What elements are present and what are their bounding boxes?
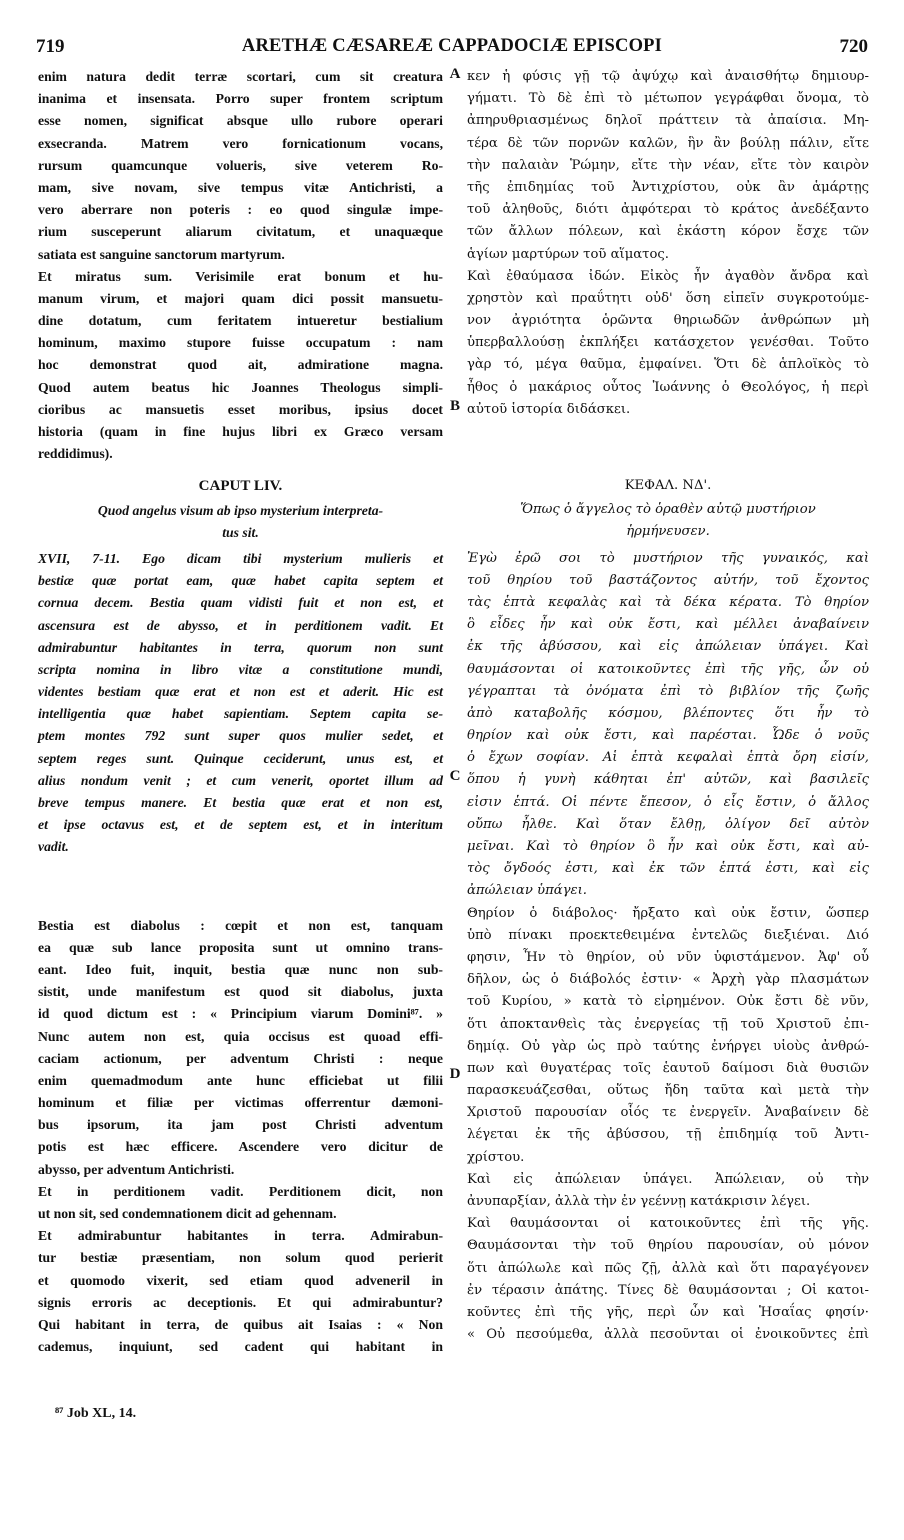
text-line: caciam actionum, per adventum Christi : neque — [38, 1050, 443, 1066]
text-line: Χριστοῦ παρουσίαν οἷός τε ἐνεργεῖν. Ἀναβαίνειν δὲ — [467, 1105, 869, 1121]
greek-commentary — [467, 903, 869, 1347]
text-line: ὅπου ἡ γυνὴ κάθηται ἐπ' αὐτῶν, καὶ βασιλεῖς — [467, 772, 869, 788]
text-line: dine dotatum, cum feritatem intueretur bestialium — [38, 313, 443, 329]
text-line: ἀπηρυθριασμένως δηλοῖ πράττειν τὰ ἀπαίσια. Μη- — [467, 113, 869, 129]
latin-column — [38, 66, 443, 1358]
text-line: esse nomen, significat absque ullo rubore operari — [38, 113, 443, 129]
margin-letter-b: B — [449, 398, 460, 414]
text-line: χρίστου. — [467, 1149, 525, 1165]
text-line: ascensura est de abysso, et in perditionem vadit. Et — [38, 617, 443, 633]
text-line: bestiæ quæ portat eam, quæ habet capita septem et — [38, 573, 443, 589]
text-line: vero aberrare non poteris : eo quod singulæ impe- — [38, 202, 443, 218]
text-line: τὴν παλαιὰν Ῥώμην, εἴτε τὴν νέαν, εἴτε τὸν καιρὸν — [467, 157, 869, 173]
chapter-subtitle-line: Quod angelus visum ab ipso mysterium interpreta- — [97, 502, 384, 518]
text-line: ea quæ sub lance proposita sunt ut omnino trans- — [38, 939, 443, 955]
latin-paragraph-1 — [38, 66, 443, 266]
text-line: γὰρ τό, μέγα θαῦμα, ἐμφαίνει. Ὅτι δὲ ἁπλοϊκὸς τὸ — [467, 357, 869, 373]
text-line: tur bestiæ præsentiam, non solum quod perierit — [38, 1250, 443, 1266]
text-line: « Οὐ πεσούμεθα, ἀλλὰ πεσοῦνται οἱ ἐνοικοῦντες ἐπὶ — [467, 1327, 869, 1343]
text-line: Ἐγὼ ἐρῶ σοι τὸ μυστήριον τῆς γυναικός, καὶ — [467, 550, 869, 566]
footnote: ⁸⁷ Job XL, 14. — [55, 1406, 137, 1421]
text-line: cioribus ac mansuetis esset moribus, ipsius docet — [38, 401, 443, 417]
text-line: et ipse octavus est, et de septem est, et in interitum — [38, 817, 443, 833]
text-line: vadit. — [38, 839, 69, 855]
text-line: ut non sit, sed condemnationem dicit ad gehennam. — [38, 1206, 337, 1221]
chapter-title-latin: CAPUT LIV. — [198, 478, 283, 495]
text-line: hominum, maximo stupore fuisse occupatum : nam — [38, 335, 443, 351]
text-line: τὸς ὄγδοός ἐστι, καὶ ἐκ τῶν ἑπτά ἐστι, καὶ εἰς — [467, 861, 869, 877]
text-line: ὃ εἶδες ἦν καὶ οὐκ ἔστι, καὶ μέλλει ἀναβαίνειν — [467, 617, 869, 633]
text-line: γήματι. Τὸ δὲ ἐπὶ τὸ μέτωπον γεγράφθαι ὄνομα, τὸ — [467, 91, 869, 107]
text-line: πων καὶ θυγατέρας τοῖς ἑαυτοῦ δαίμοσι διὰ θυσιῶν — [467, 1060, 869, 1076]
text-line: admirabuntur habitantes in terra, quorum non sunt — [38, 639, 443, 655]
greek-scripture — [467, 548, 869, 903]
text-line: rium susceperunt aliarum civitatum, et unaquæque — [38, 224, 443, 240]
text-line: bus ipsorum, ita jam post Christi adventum — [38, 1117, 443, 1133]
text-line: τῆς ἐπιδημίας τοῦ Ἀντιχρίστου, οὐκ ἂν ἁμάρτῃς — [467, 179, 869, 195]
text-line: τῶν ἄλλων πόλεων, καὶ ἑκάστη κόρον ἔσχε τῶν — [467, 224, 869, 240]
greek-column — [467, 66, 869, 1346]
text-line: τὰς ἑπτὰ κεφαλὰς καὶ τὰ δέκα κέρατα. Τὸ θηρίον — [467, 594, 869, 610]
margin-letter-a: A — [449, 66, 461, 82]
text-line: ὅτι ἀπώλωλε καὶ πῶς ζῇ, ἀλλὰ καὶ ὅτι παραγέγονεν — [467, 1260, 869, 1276]
text-line: Καὶ εἰς ἀπώλειαν ὑπάγει. Ἀπώλειαν, οὐ τὴν — [467, 1171, 869, 1187]
page-number-left: 719 — [36, 36, 65, 57]
text-line: αὐτοῦ ἱστορία διδάσκει. — [467, 401, 631, 417]
text-line: satiata est sanguine sanctorum martyrum. — [38, 246, 285, 262]
text-line: intelligentia quæ habet sapientiam. Septem capita se- — [38, 706, 443, 722]
text-line: manum virum, et majori quam dici possit mansuetu- — [38, 290, 443, 306]
text-line: eant. Ideo fuit, inquit, bestia quæ nunc non sub- — [38, 961, 443, 977]
text-line: δῆλον, ὡς ὁ διάβολός ἐστιν· « Ἀρχὴ γὰρ πλασμάτων — [467, 972, 869, 988]
text-line: enim quemadmodum ante hunc efficiebat ut filii — [38, 1072, 443, 1088]
text-line: ὁ ἔχων σοφίαν. Αἱ ἑπτὰ κεφαλαὶ ἑπτὰ ὄρη εἰσίν, — [467, 750, 869, 766]
latin-commentary — [38, 915, 443, 1359]
text-line: breve tempus manere. Et bestia quæ erat et non est, — [38, 795, 443, 810]
text-line: potis est hæc efficere. Ascendere vero dicitur de — [38, 1139, 443, 1155]
text-line: Et in perditionem vadit. Perditionem dicit, non — [38, 1183, 443, 1199]
text-line: τοῦ ἀληθοῦς, διότι ἀμφότεραι τὸ κράτος ἀνεδέξαντο — [467, 202, 869, 218]
text-line: ἦθος ὁ μακάριος οὗτος Ἰωάννης ὁ Θεολόγος, ἡ περὶ — [467, 379, 869, 395]
text-line: ἐκ τῆς ἀβύσσου, καὶ εἰς ἀπώλειαν ὑπάγει. Καὶ — [467, 639, 869, 655]
text-line: ἐν τέρασιν ἀπάτης. Τίνες δὲ θαυμάσονται ; Οἱ κατοι- — [467, 1282, 869, 1298]
text-line: Et admirabuntur habitantes in terra. Admirabun- — [38, 1228, 443, 1244]
running-header — [36, 36, 868, 62]
text-line: τοῦ Κυρίου, » κατὰ τὸ εἰρημένον. Οὐκ ἔστι δὲ νῦν, — [467, 994, 869, 1010]
text-line: χρηστὸν καὶ πραΰτητι οὐδ' ὅση εἰπεῖν συγκροτούμε- — [467, 290, 869, 306]
greek-paragraph-2 — [467, 266, 869, 421]
chapter-title-greek: ΚΕΦΑΛ. ΝΔ'. — [624, 478, 712, 493]
running-title: ARETHÆ CÆSAREÆ CAPPADOCIÆ EPISCOPI — [241, 36, 663, 56]
text-line: θηρίον καὶ οὐκ ἔστι, καὶ παρέσται. Ὧδε ὁ νοῦς — [467, 728, 869, 744]
text-line: enim natura dedit terræ scortari, cum sit creatura — [38, 69, 443, 84]
page-number-right: 720 — [839, 36, 868, 57]
text-line: ὅτι ἀποκτανθεὶς τὰς ἐνεργείας τῇ τοῦ Χριστοῦ ἐπι- — [467, 1016, 869, 1032]
text-line: hoc demonstrat quod ait, admiratione magna. — [38, 357, 443, 373]
text-line: εἰσιν ἑπτά. Οἱ πέντε ἔπεσον, ὁ εἷς ἔστιν, ὁ ἄλλος — [467, 794, 869, 810]
text-line: Καὶ ἐθαύμασα ἰδών. Εἰκὸς ἦν ἀγαθὸν ἄνδρα καὶ — [467, 268, 869, 284]
text-line: τοῦ θηρίου τοῦ βαστάζοντος αὐτήν, τοῦ ἔχοντος — [467, 572, 869, 588]
text-line: rursum quamcunque volueris, sive veterem Ro- — [38, 157, 443, 173]
text-line: sistit, unde manifestum est quod sit diabolus, juxta — [38, 984, 443, 1000]
latin-scripture — [38, 548, 443, 859]
text-line: inanima et insensata. Porro super frontem scriptum — [38, 91, 443, 107]
text-line: exsecranda. Matrem vero fornicationum vocans, — [38, 135, 443, 151]
text-line: ὑπὸ πίνακι προεκτεθειμένα ἐντελῶς διεξιέναι. Διό — [467, 927, 869, 943]
chapter-subtitle-line: Ὅπως ὁ ἄγγελος τὸ ὁραθὲν αὐτῷ μυστήριον — [520, 502, 816, 518]
text-line: Καὶ θαυμάσονται οἱ κατοικοῦντες ἐπὶ τῆς γῆς. — [467, 1216, 869, 1232]
text-line: videntes bestiam quæ erat et non est et aderit. Hic est — [38, 684, 443, 700]
text-line: οὔπω ἦλθε. Καὶ ὅταν ἔλθῃ, ὀλίγον δεῖ αὐτὸν — [467, 816, 869, 832]
text-line: γέγραπται τὰ ὀνόματα ἐπὶ τὸ βιβλίον τῆς ζωῆς — [467, 683, 869, 699]
text-line: ἀνυπαρξίαν, ἀλλὰ τὴν ἐν γεέννῃ κατάκρισιν λέγει. — [467, 1194, 811, 1209]
text-line: septem reges sunt. Quinque ceciderunt, unus est, et — [38, 750, 443, 766]
text-line: κεν ἡ φύσις γῇ τῷ ἀψύχῳ καὶ ἀναισθήτῳ δημιουρ- — [467, 69, 869, 84]
text-line: ptem montes 792 sunt super quos mulier sedet, et — [38, 728, 443, 744]
text-line: scripta nomina in libro vitæ a constitutione mundi, — [38, 661, 443, 677]
text-line: XVII, 7-11. Ego dicam tibi mysterium mulieris et — [38, 550, 443, 566]
chapter-subtitle-line: ἡρμήνευσεν. — [626, 524, 710, 540]
text-line: alius nondum venit ; et cum venerit, oportet illum ad — [38, 772, 443, 788]
text-line: Θηρίον ὁ διάβολος· ἤρξατο καὶ οὐκ ἔστιν, ὥσπερ — [467, 905, 869, 921]
text-line: ἀπώλειαν ὑπάγει. — [467, 883, 587, 899]
latin-paragraph-2 — [38, 266, 443, 466]
text-line: ὑπερβαλλούσῃ ἐκπλήξει κατάσχετον γενέσθαι. Τοῦτο — [467, 335, 869, 351]
text-line: τέρα δὲ τῶν πορνῶν καλῶν, ἣν ἂν βούλῃ πάλιν, εἴτε — [467, 135, 869, 151]
text-line: Quod autem beatus hic Joannes Theologus simpli- — [38, 379, 443, 395]
text-line: Et miratus sum. Verisimile erat bonum et hu- — [38, 268, 443, 284]
text-line: hominum et filiæ per victimas offerrentur dæmoni- — [38, 1095, 443, 1111]
text-line: cademus, inquiunt, sed cadent qui habitant in — [38, 1339, 443, 1355]
text-line: abysso, per adventum Antichristi. — [38, 1161, 235, 1177]
greek-paragraph-1 — [467, 66, 869, 266]
text-line: id quod dictum est : « Principium viarum Domini⁸⁷. » — [38, 1006, 443, 1022]
text-line: Qui habitant in terra, de quibus ait Isaias : « Non — [38, 1316, 443, 1332]
text-line: Nunc autem non est, quia occisus est quoad effi- — [38, 1028, 443, 1044]
text-line: et quomodo vixerit, sed etiam quod adveneril in — [38, 1272, 443, 1288]
margin-letter-d: D — [449, 1066, 461, 1082]
margin-letter-c: C — [449, 768, 461, 784]
text-line: signis erroris ac deceptionis. Et qui admirabuntur? — [38, 1294, 443, 1310]
text-line: νον ἀγριότητα ὁρῶντα θηριωδῶν ἀνθρώπων μὴ — [467, 313, 869, 329]
text-line: παρασκευάζεσθαι, οὕτως ἤδη ταῦτα καὶ μετὰ τὴν — [467, 1083, 869, 1099]
text-line: Bestia est diabolus : cœpit et non est, tanquam — [38, 917, 443, 933]
text-line: reddidimus). — [38, 446, 113, 462]
text-line: φησιν, Ἦν τὸ θηρίον, οὐ νῦν ὑφιστάμενον. Ἀφ' οὗ — [467, 949, 869, 965]
text-line: cornua decem. Bestia quam vidisti fuit et non est, et — [38, 595, 443, 611]
text-line: ἁγίων μαρτύρων τοῦ αἵματος. — [467, 246, 669, 262]
text-line: Θαυμάσονται τὴν τοῦ θηρίου παρουσίαν, οὐ μόνον — [467, 1238, 869, 1254]
text-line: historia (quam in fine hujus libri ex Græco versam — [38, 424, 443, 439]
chapter-subtitle-line: tus sit. — [222, 524, 259, 540]
text-line: δημίᾳ. Οὐ γὰρ ὡς πρὸ ταύτης ἐνήργει υἱοὺς ἀνθρώ- — [467, 1038, 869, 1054]
text-line: ἀπὸ καταβολῆς κόσμου, βλέποντες ὅτι ἦν τὸ — [467, 705, 869, 721]
text-line: μεῖναι. Καὶ τὸ θηρίον ὃ ἦν καὶ οὐκ ἔστι, καὶ αὐ- — [467, 839, 869, 854]
text-line: κοῦντες ἐπὶ τῆς γῆς, περὶ ὧν καὶ Ἡσαΐας φησίν· — [467, 1304, 869, 1320]
text-line: θαυμάσονται οἱ κατοικοῦντες ἐπὶ τῆς γῆς, ὧν οὐ — [467, 661, 869, 677]
text-line: mam, sive novam, sive tempus vitæ Antichristi, a — [38, 179, 443, 195]
text-line: λέγεται ἐκ τῆς ἀβύσσου, τῇ ἐπιδημίᾳ τοῦ Ἀντι- — [467, 1127, 869, 1143]
